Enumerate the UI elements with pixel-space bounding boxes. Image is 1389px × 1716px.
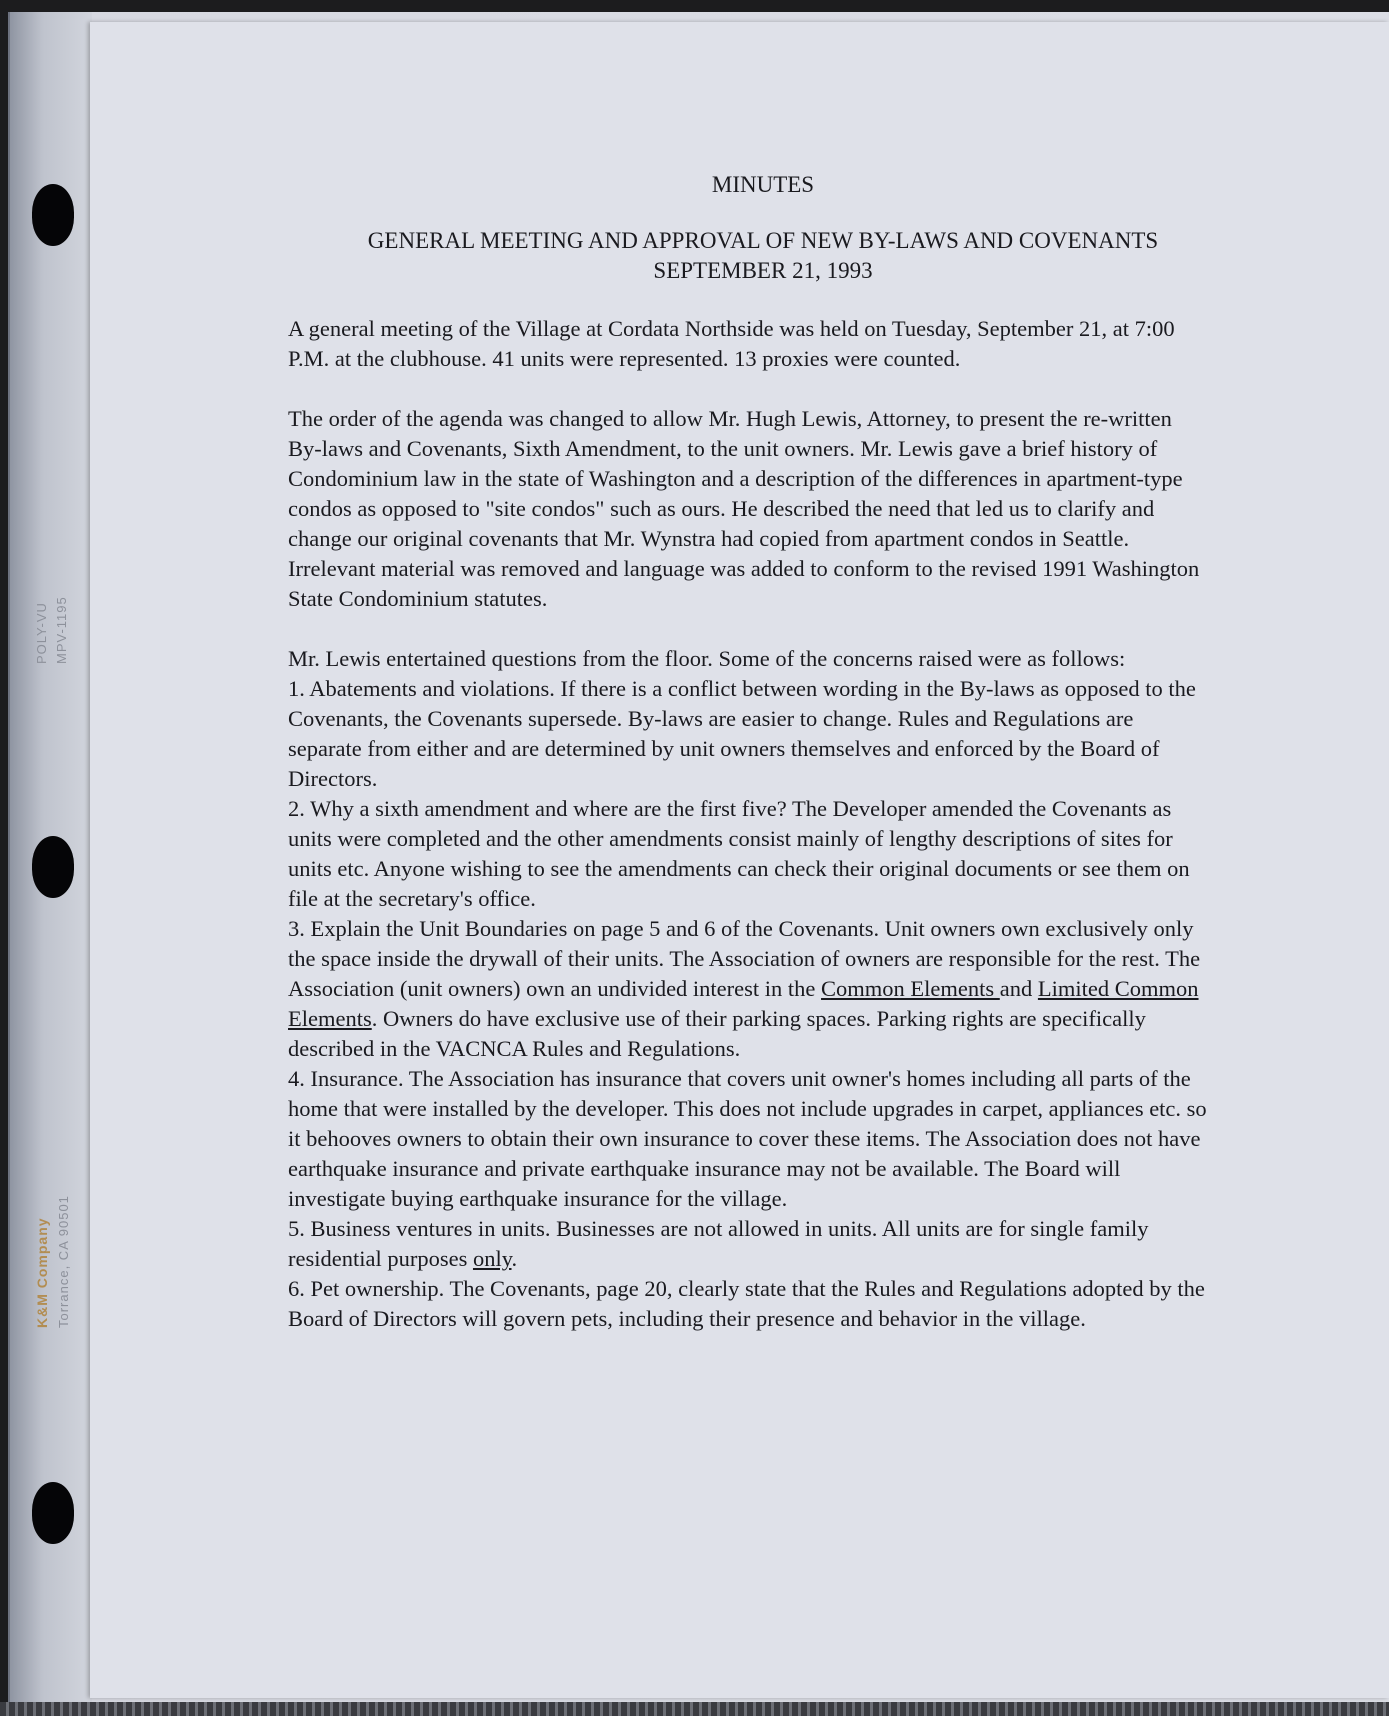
concern-item-5: [288, 1214, 1208, 1274]
limited-common-elements-term: Limited Common Elements: [288, 976, 1199, 1031]
concern-item-2: 2. Why a sixth amendment and where are the first five? The Developer amended the Covenants as units were completed and the other amendments consist mainly of lengthy descriptions of sites for units etc. Anyone wishing to see the amendments can check their original documents or see them on file at the secretary's office.: [288, 796, 1190, 911]
concern-item-3-text-c: . Owners do have exclusive use of their parking spaces. Parking rights are specifically described in the VACNCA Rules and Regulations.: [288, 1006, 1146, 1061]
sleeve-bottom-edge: [0, 1702, 1389, 1716]
concern-item-3-text-a: 3. Explain the Unit Boundaries on page 5 and 6 of the Covenants. Unit owners own exclusively only the space inside the drywall of their units. The Association of owners are responsible for the rest. The Association (unit owners) own an undivided interest in the: [288, 916, 1201, 1001]
sleeve-brand-label: K&M Company: [34, 1217, 50, 1328]
sleeve-model-label: POLY-VU: [34, 602, 49, 664]
concern-item-3: [288, 914, 1208, 1064]
agenda-paragraph: The order of the agenda was changed to allow Mr. Hugh Lewis, Attorney, to present the re-written By-laws and Covenants, Sixth Amendment, to the unit owners. Mr. Lewis gave a brief history of Condominium law in the state of Washington and a description of the differences in apartment-type condos as opposed to "site condos" such as ours. He described the need that led us to clarify and change our original covenants that Mr. Wynstra had copied from apartment condos in Seattle. Irrelevant material was removed and language was added to conform to the revised 1991 Washington State Condominium statutes.: [288, 406, 1200, 611]
sleeve-brand-address: Torrance, CA 90501: [56, 1195, 71, 1328]
binder-hole-top: [32, 184, 74, 246]
document-title: MINUTES: [711, 172, 815, 197]
concern-item-3-text-b: and: [999, 976, 1038, 1001]
sleeve-model-number: MPV-1195: [54, 596, 69, 664]
binder-hole-bottom: [32, 1482, 74, 1544]
only-emphasis: only: [472, 1246, 512, 1271]
common-elements-term: Common Elements: [821, 976, 1000, 1001]
concern-item-6: 6. Pet ownership. The Covenants, page 20, clearly state that the Rules and Regulations adopted by the Board of Directors will govern pets, including their presence and behavior in the village.: [288, 1276, 1205, 1331]
document-date: SEPTEMBER 21, 1993: [653, 258, 873, 283]
concern-item-1: 1. Abatements and violations. If there is a conflict between wording in the By-laws as opposed to the Covenants, the Covenants supersede. By-laws are easier to change. Rules and Regulations are separate from either and are determined by unit owners themselves and enforced by the Board of Directors.: [288, 676, 1196, 791]
document-subtitle: GENERAL MEETING AND APPROVAL OF NEW BY-LAWS AND COVENANTS: [367, 228, 1159, 253]
concern-item-4: 4. Insurance. The Association has insurance that covers unit owner's homes including all parts of the home that were installed by the developer. This does not include upgrades in carpet, appliances etc. so it behooves owners to obtain their own insurance to cover these items. The Association does not have earthquake insurance and private earthquake insurance may not be available. The Board will investigate buying earthquake insurance for the village.: [288, 1066, 1207, 1211]
minutes-document: [288, 170, 1208, 1334]
binder-hole-middle: [32, 836, 74, 898]
meeting-summary-paragraph: A general meeting of the Village at Cordata Northside was held on Tuesday, September 21, at 7:00 P.M. at the clubhouse. 41 units were represented. 13 proxies were counted.: [288, 316, 1175, 371]
questions-intro: Mr. Lewis entertained questions from the floor. Some of the concerns raised were as follows:: [288, 646, 1126, 671]
concern-item-5-text-b: .: [511, 1246, 518, 1271]
concern-item-5-text-a: 5. Business ventures in units. Businesses are not allowed in units. All units are for single family residential purposes: [288, 1216, 1149, 1271]
